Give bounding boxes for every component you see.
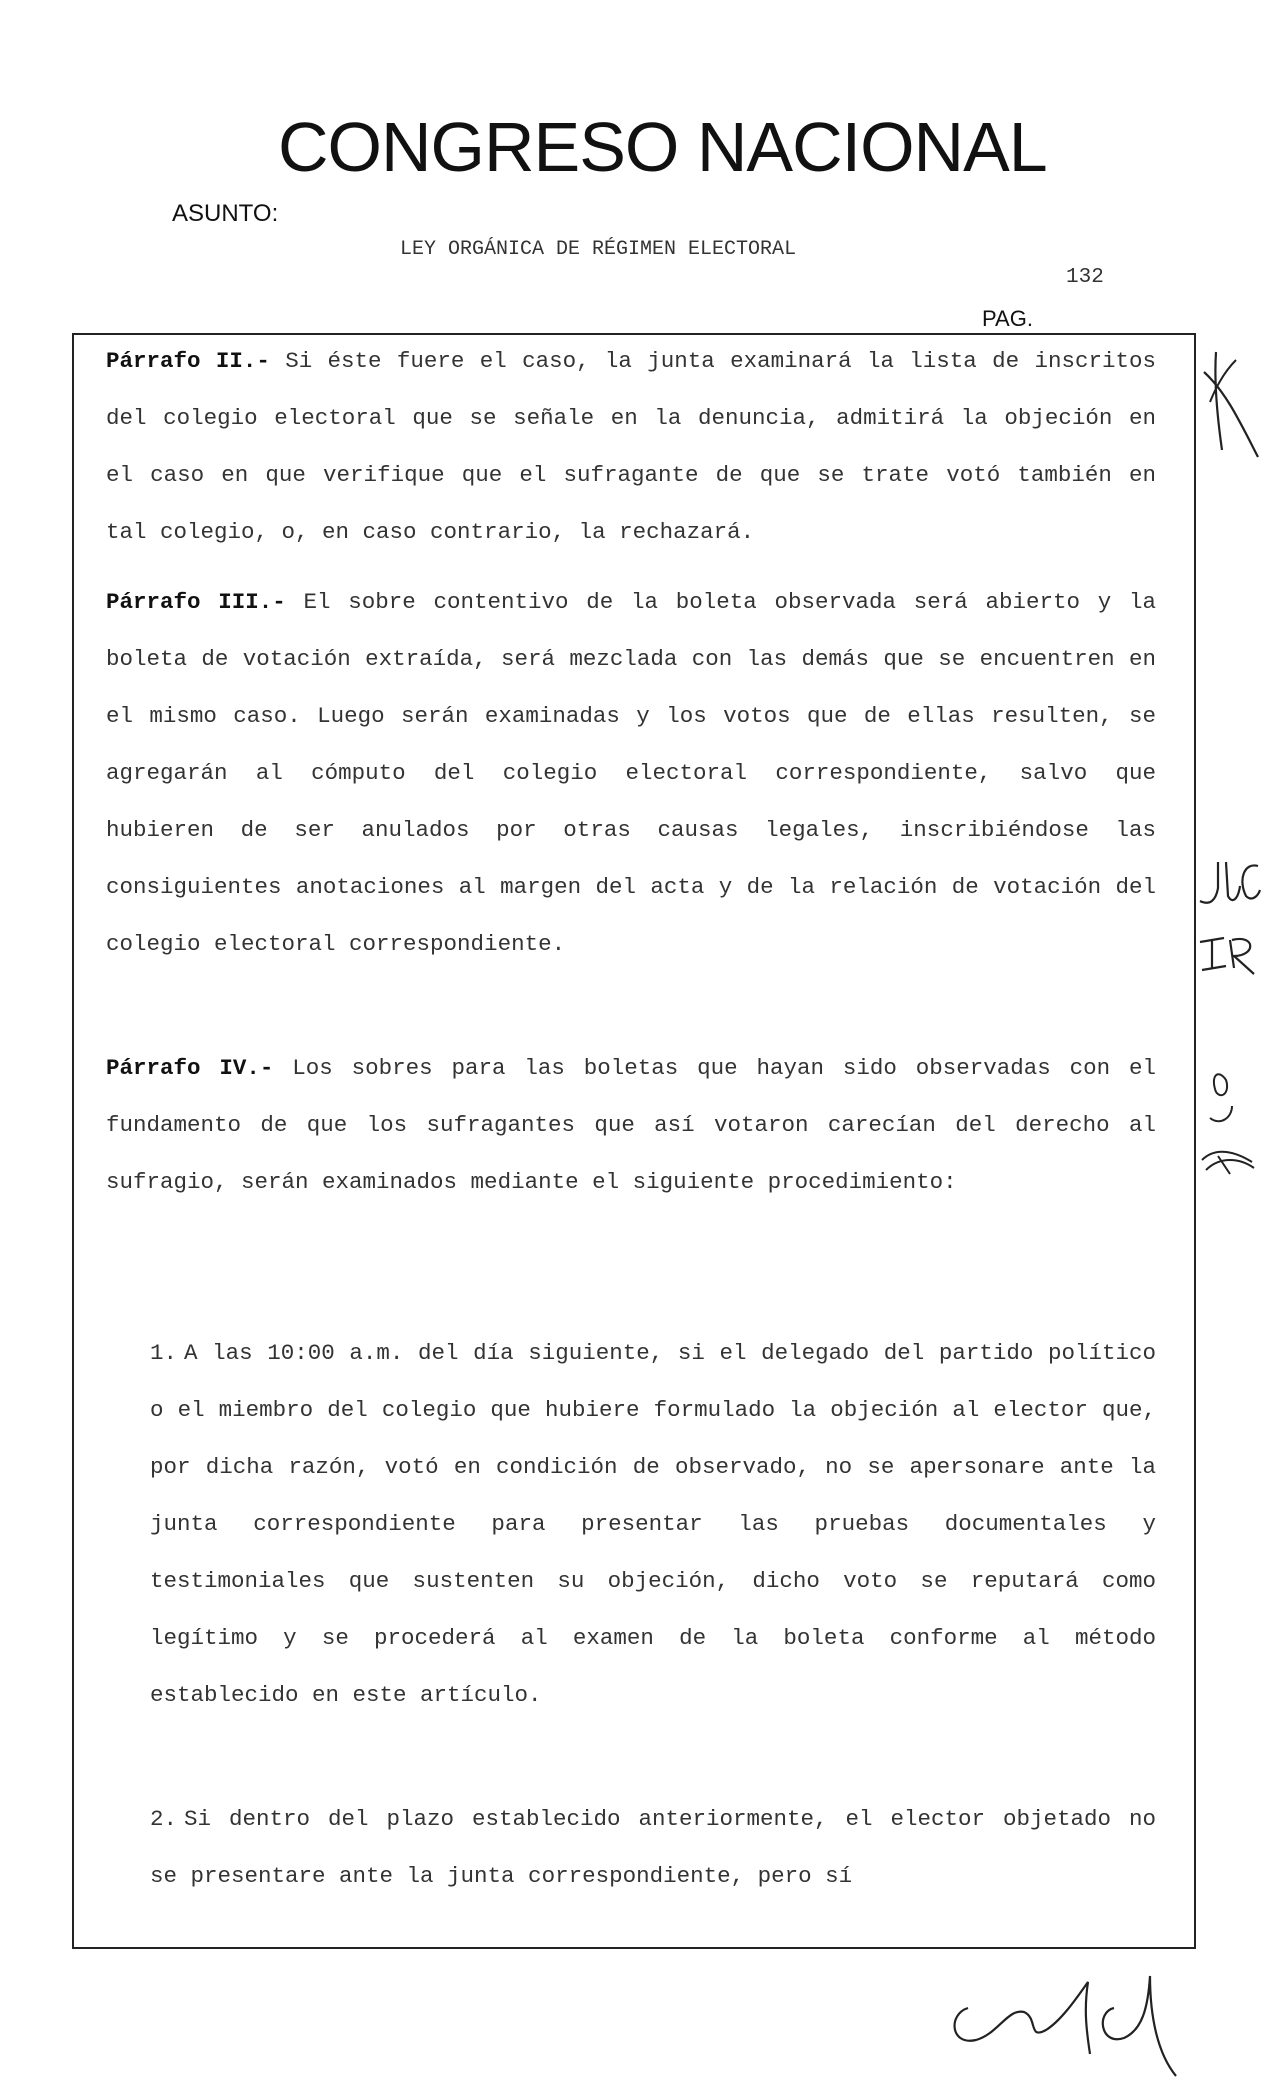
pag-label: PAG. [982, 306, 1033, 331]
paragraph-heading: Párrafo IV.- [106, 1055, 274, 1081]
paragraph-text: Si éste fuere el caso, la junta examinará la lista de inscritos del colegio electoral que se señale en la denuncia, admitirá la objeción en el caso en que verifique que el sufragante de que se trate votó también en tal colegio, o, en caso contrario, la rechazará. [106, 348, 1156, 545]
list-item-text: Si dentro del plazo establecido anteriormente, el elector objetado no se presentare ante la junta correspondiente, pero sí [150, 1806, 1156, 1889]
paragraph-ii [106, 333, 1156, 561]
paragraph-iv [106, 1040, 1156, 1211]
document-subject: LEY ORGÁNICA DE RÉGIMEN ELECTORAL [400, 238, 797, 261]
list-item-number: 1. [150, 1340, 178, 1366]
paragraph-text: El sobre contentivo de la boleta observada será abierto y la boleta de votación extraída, será mezclada con las demás que se encuentren en el mismo caso. Luego serán examinadas y los votos que de ellas resulten, se agregarán al cómputo del colegio electoral correspondiente, salvo que hubieren de ser anulados por otras causas legales, inscribiéndose las consiguientes anotaciones al margen del acta y de la relación de votación del colegio electoral correspondiente. [106, 589, 1156, 957]
paragraph-heading: Párrafo III.- [106, 589, 286, 615]
handwritten-signature-bottom [928, 1968, 1214, 2080]
paragraph-iii [106, 574, 1156, 973]
list-item-number: 2. [150, 1806, 178, 1832]
header-institution: CONGRESO NACIONAL [278, 108, 1047, 186]
page-number: 132 [1066, 266, 1104, 289]
asunto-label: ASUNTO: [172, 200, 279, 227]
handwritten-initials-margin [1196, 856, 1262, 1186]
list-item [150, 1325, 1156, 1724]
list-item-text: A las 10:00 a.m. del día siguiente, si el delegado del partido político o el miembro del colegio que hubiere formulado la objeción al elector que, por dicha razón, votó en condición de observado, no se apersonare ante la junta correspondiente para presentar las pruebas documentales y testimoniales que sustenten su objeción, dicho voto se reputará como legítimo y se procederá al examen de la boleta conforme al método establecido en este artículo. [150, 1340, 1156, 1708]
paragraph-text: Los sobres para las boletas que hayan sido observadas con el fundamento de que los sufragantes que así votaron carecían del derecho al sufragio, serán examinados mediante el siguiente procedimiento: [106, 1055, 1156, 1195]
list-item [150, 1791, 1156, 1905]
paragraph-heading: Párrafo II.- [106, 348, 270, 374]
handwritten-initial-top [1196, 342, 1262, 462]
